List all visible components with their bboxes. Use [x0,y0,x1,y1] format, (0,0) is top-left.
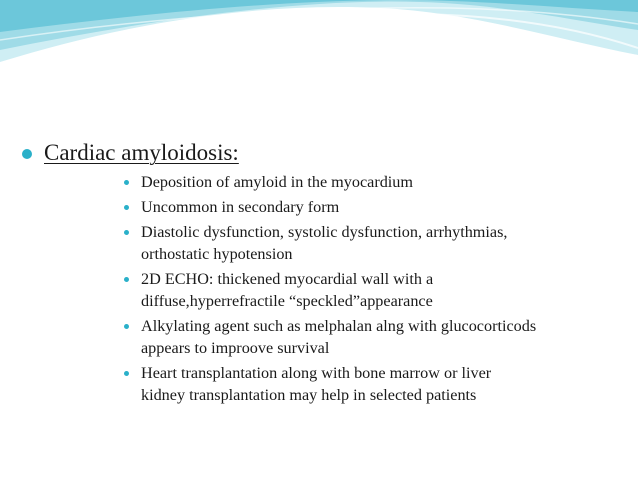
list-item-text: Deposition of amyloid in the myocardium [141,173,413,191]
slide-heading: Cardiac amyloidosis: [44,140,239,165]
bullet-icon [124,371,129,376]
list-item-text: Diastolic dysfunction, systolic dysfunction, arrhythmias, [141,223,508,241]
bullet-icon [124,180,129,185]
list-item [124,268,624,312]
list-item-text: Uncommon in secondary form [141,198,340,216]
list-item-text: diffuse,hyperrefractile “speckled”appearance [141,292,433,310]
list-item-text: Alkylating agent such as melphalan alng with glucocorticods [141,317,537,335]
bullet-icon [124,277,129,282]
list-item-text: orthostatic hypotension [141,245,293,263]
header-wave-decoration [0,0,638,80]
main-bullet [22,140,239,166]
bullet-icon [22,149,32,159]
list-item [124,196,624,218]
list-item [124,315,624,359]
list-item [124,221,624,265]
list-item-text: 2D ECHO: thickened myocardial wall with a [141,270,434,288]
list-item [124,362,624,406]
bullet-icon [124,205,129,210]
list-item-text: kidney transplantation may help in selected patients [141,386,477,404]
bullet-icon [124,324,129,329]
bullet-icon [124,230,129,235]
list-item-text: Heart transplantation along with bone marrow or liver [141,364,492,382]
list-item [124,171,624,193]
list-item-text: appears to improove survival [141,339,330,357]
bullet-list [124,171,624,409]
